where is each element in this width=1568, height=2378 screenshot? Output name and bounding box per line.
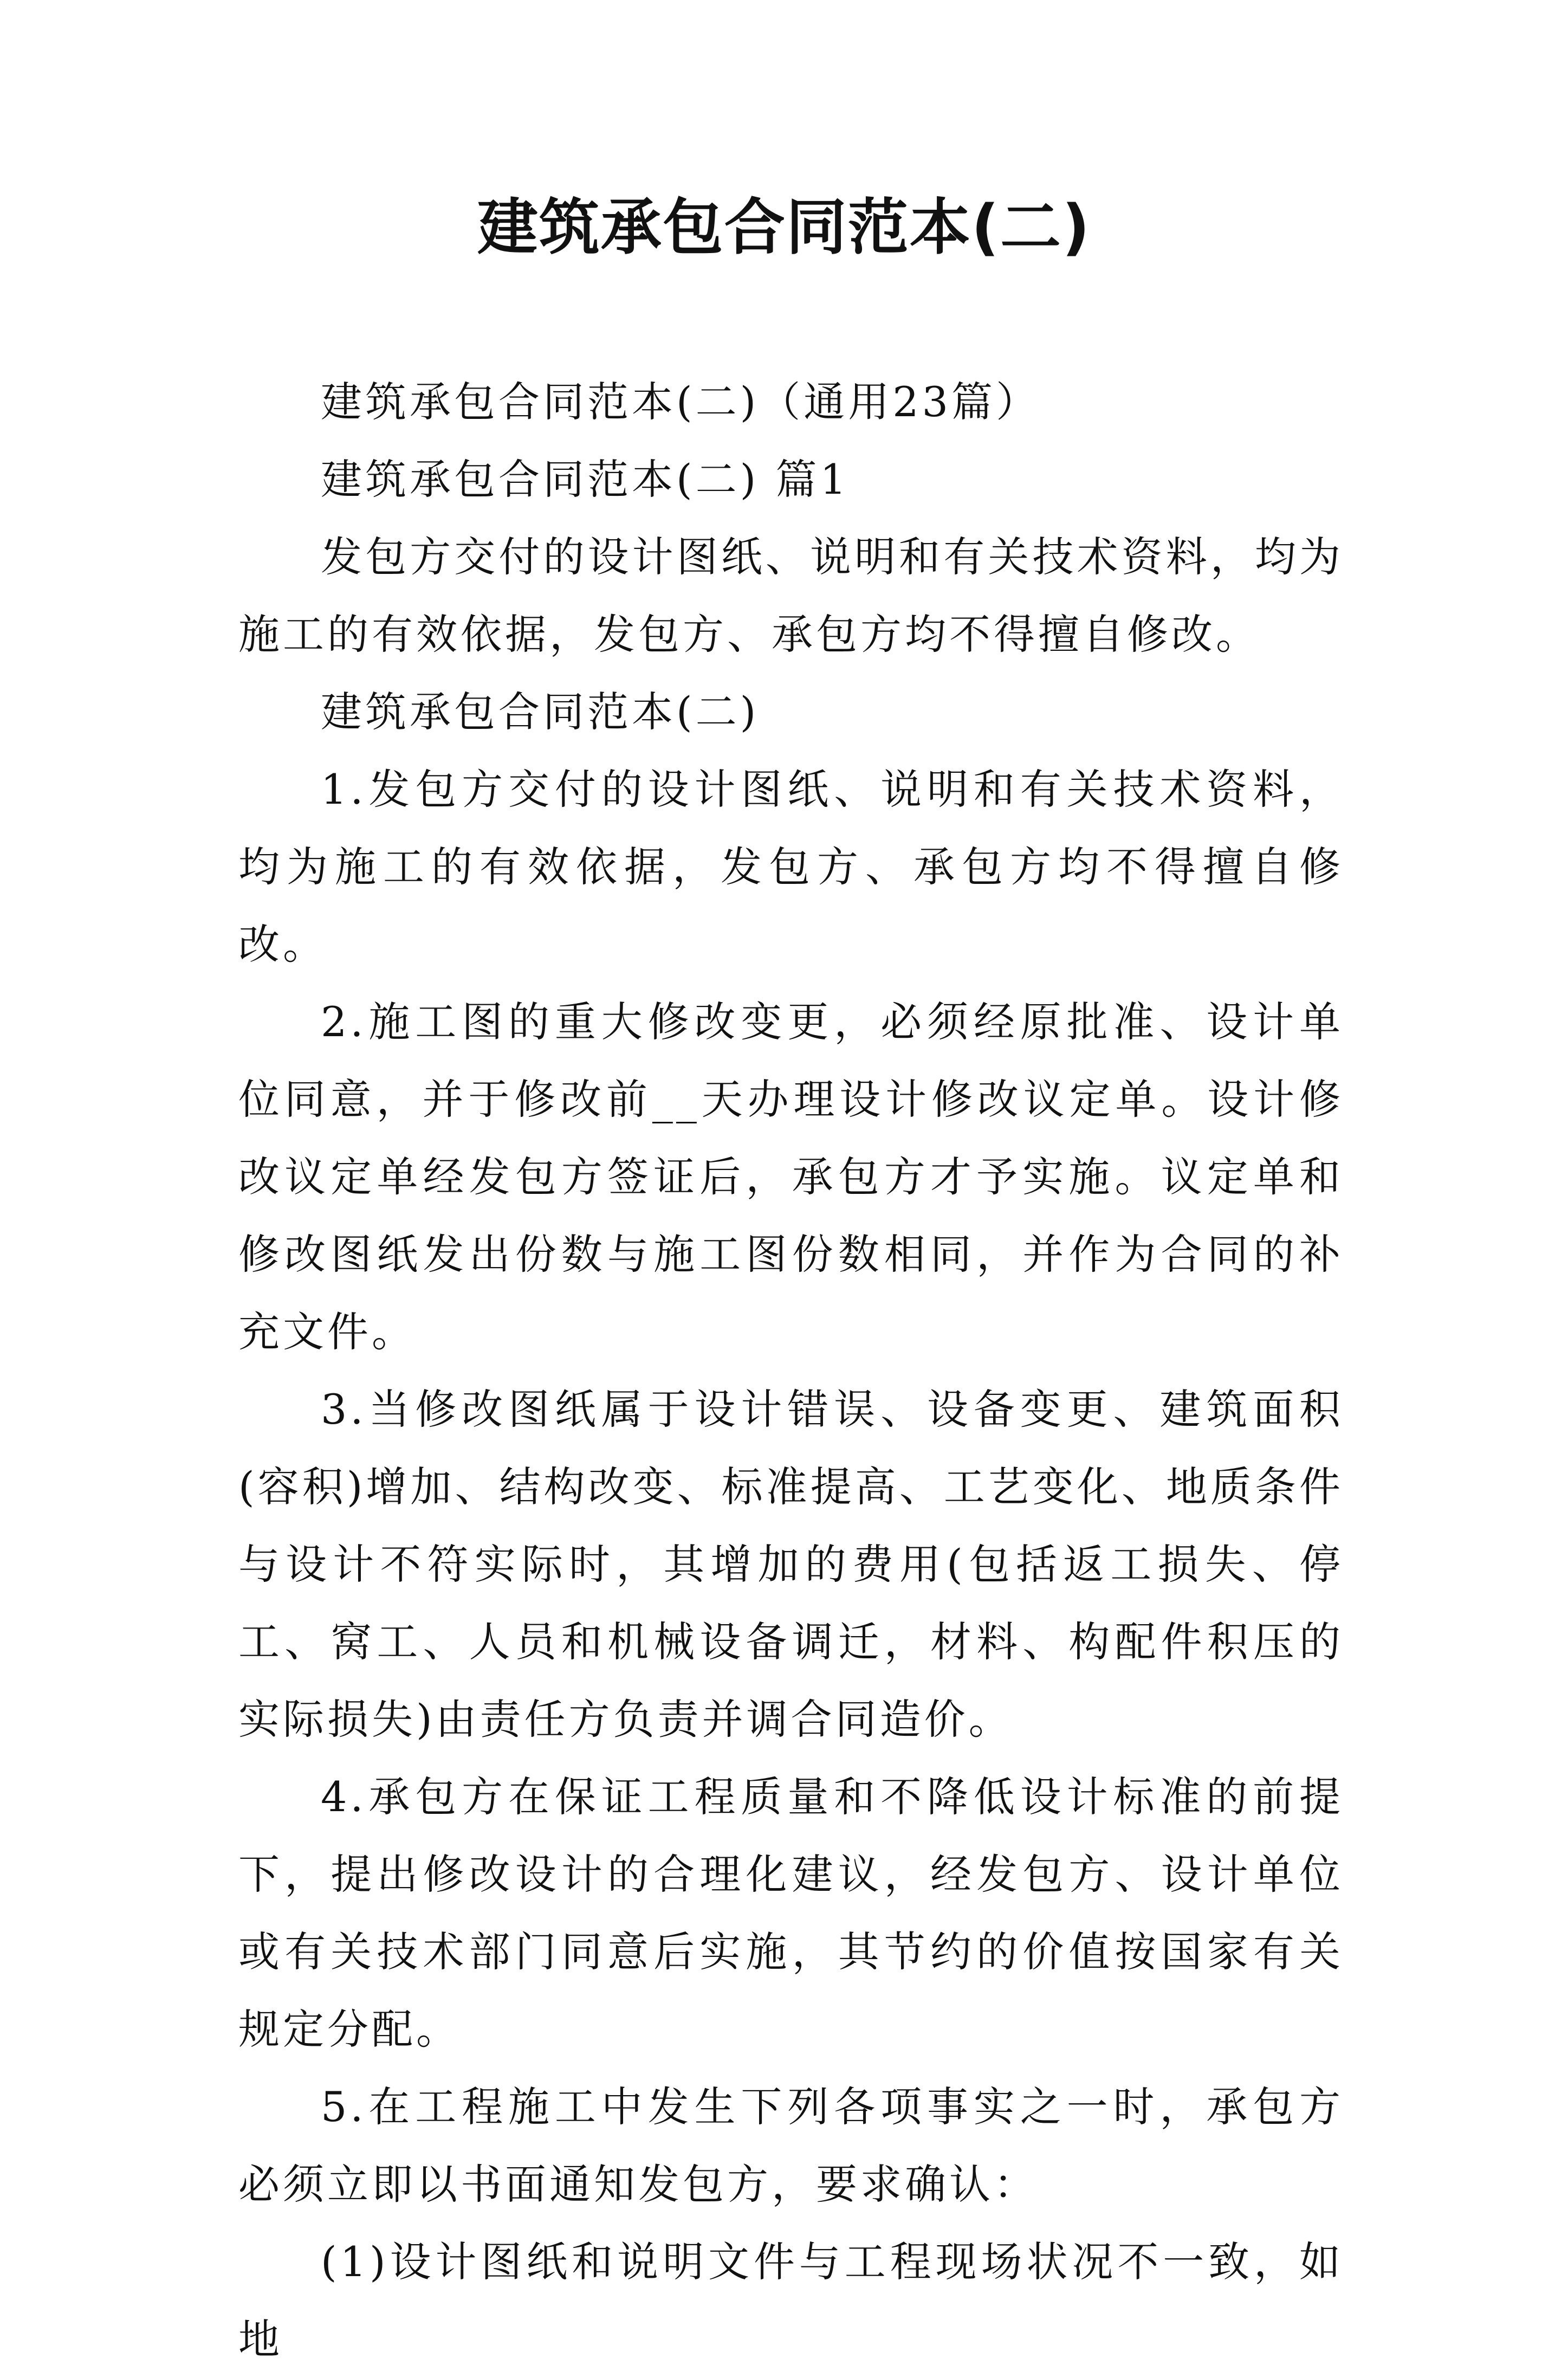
clause-2: 2.施工图的重大修改变更，必须经原批准、设计单位同意，并于修改前__天办理设计修改议定单。设计修改议定单经发包方签证后，承包方才予实施。议定单和修改图纸发出份数与施工图份数相同，并作为合同的补充文件。 — [238, 998, 1344, 1356]
body-paragraph: 发包方交付的设计图纸、说明和有关技术资料，均为施工的有效依据，发包方、承包方均不得擅自修改。 — [238, 533, 1344, 658]
clause-4: 4.承包方在保证工程质量和不降低设计标准的前提下，提出修改设计的合理化建议，经发包方、设计单位或有关技术部门同意后实施，其节约的价值按国家有关规定分配。 — [238, 1773, 1344, 2053]
document-body — [238, 363, 1344, 2378]
section-heading: 建筑承包合同范本(二) — [321, 688, 760, 736]
clause-5: 5.在工程施工中发生下列各项事实之一时，承包方必须立即以书面通知发包方，要求确认： — [238, 2083, 1344, 2208]
section-heading: 建筑承包合同范本(二) 篇1 — [321, 455, 850, 503]
sub-clause-1: (1)设计图纸和说明文件与工程现场状况不一致，如地 — [238, 2238, 1344, 2363]
clause-3: 3.当修改图纸属于设计错误、设备变更、建筑面积(容积)增加、结构改变、标准提高、工艺变化、地质条件与设计不符实际时，其增加的费用(包括返工损失、停工、窝工、人员和机械设备调迁，材料、构配件积压的实际损失)由责任方负责并调合同造价。 — [238, 1385, 1344, 1743]
document-title: 建筑承包合同范本(二) — [477, 192, 1091, 263]
subtitle-line: 建筑承包合同范本(二)（通用23篇） — [321, 378, 1041, 426]
clause-1: 1.发包方交付的设计图纸、说明和有关技术资料，均为施工的有效依据，发包方、承包方均不得擅自修改。 — [238, 765, 1344, 968]
